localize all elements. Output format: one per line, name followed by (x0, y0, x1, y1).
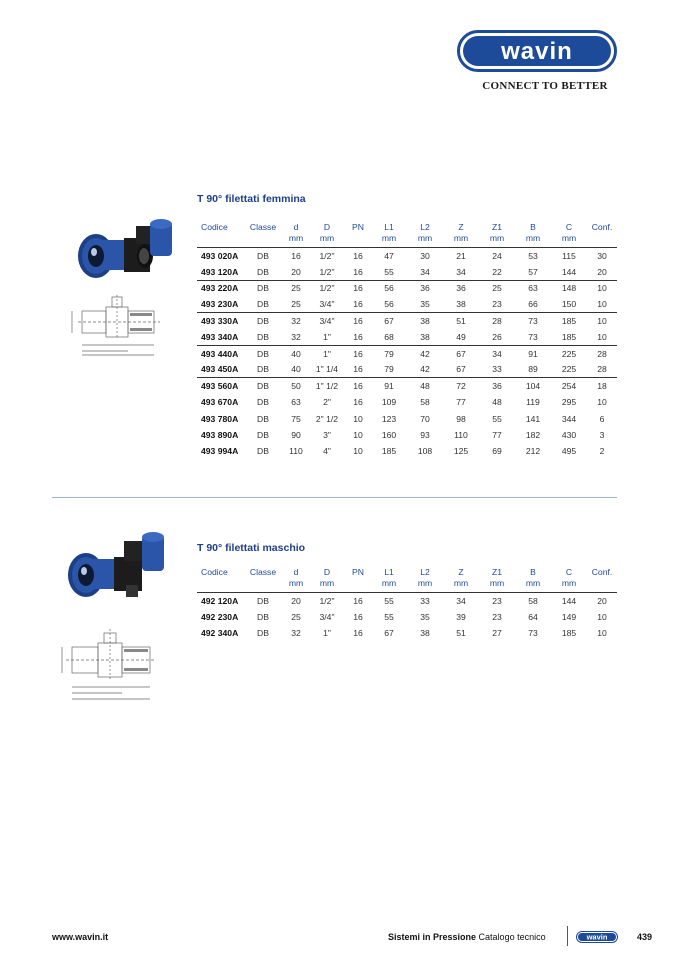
table-cell: 38 (407, 329, 443, 345)
col-unit: mm (309, 578, 345, 593)
table-cell: 50 (291, 381, 301, 392)
col-header: d (293, 222, 299, 232)
table-row (197, 248, 617, 264)
product-code: 493 220A (201, 283, 239, 294)
table-cell: 10 (597, 316, 607, 327)
table-cell: 1" (323, 628, 331, 639)
table-cell: 10 (597, 283, 607, 294)
table-cell: 24 (492, 250, 502, 261)
table-cell: DB (257, 413, 269, 424)
table-cell: 28 (492, 316, 502, 327)
table-cell: 67 (456, 348, 466, 359)
table-cell: DB (257, 316, 269, 327)
page-number: 439 (637, 932, 653, 942)
table-row (197, 443, 617, 459)
table-cell: 25 (283, 296, 309, 312)
table-cell: 98 (456, 413, 466, 424)
table-femmina (197, 222, 617, 459)
table-cell: 25 (492, 283, 502, 294)
table-cell: 16 (353, 250, 363, 261)
product-code: 493 230A (197, 296, 243, 312)
product-code: 493 780A (201, 413, 239, 424)
table-cell: 495 (561, 446, 577, 457)
table-cell: 42 (420, 348, 430, 359)
col-header: C (565, 222, 573, 232)
table-row (197, 313, 617, 329)
table-cell: 22 (479, 264, 515, 280)
footer-separator (567, 926, 568, 946)
table-row (197, 593, 617, 609)
col-unit: mm (283, 578, 309, 593)
table-cell: 119 (526, 397, 540, 408)
col-header: d (293, 567, 299, 577)
table-cell: 33 (479, 362, 515, 378)
table-cell: 16 (353, 381, 363, 392)
table-cell: 20 (283, 264, 309, 280)
table-cell: 148 (561, 283, 577, 294)
table-header-row (197, 567, 617, 578)
product-code: 493 020A (201, 250, 239, 261)
table-cell: 125 (453, 446, 469, 457)
col-header: D (323, 567, 331, 577)
table-cell: 23 (492, 611, 502, 622)
table-cell: DB (257, 348, 269, 359)
svg-text:wavin: wavin (586, 932, 608, 942)
product-code: 493 994A (201, 446, 239, 457)
table-cell: 67 (384, 316, 394, 327)
col-header: Conf. (591, 222, 613, 232)
table-cell: DB (257, 628, 269, 639)
table-cell: DB (243, 329, 283, 345)
table-cell: 344 (561, 413, 577, 424)
col-unit (587, 578, 617, 593)
table-cell: 10 (597, 397, 607, 408)
table-cell: 16 (353, 611, 363, 622)
table-cell: 16 (353, 348, 363, 359)
section-divider (52, 497, 617, 498)
table-cell: 93 (420, 429, 430, 440)
table-cell: 35 (420, 611, 430, 622)
table-cell: DB (257, 611, 269, 622)
table-cell: 38 (443, 296, 479, 312)
tagline: CONNECT TO BETTER (482, 80, 608, 92)
table-cell: 144 (551, 264, 587, 280)
table-cell: 149 (561, 611, 577, 622)
table-cell: 32 (291, 628, 301, 639)
table-row (197, 625, 617, 641)
table-cell: 34 (407, 264, 443, 280)
table-cell: 66 (515, 296, 551, 312)
table-row (197, 410, 617, 426)
product-code: 492 120A (201, 595, 239, 606)
table-cell: 75 (291, 413, 301, 424)
table-cell: 32 (283, 329, 309, 345)
table-cell: 34 (443, 264, 479, 280)
table-cell: 225 (561, 348, 577, 359)
table-cell: DB (257, 446, 269, 457)
table-cell: 73 (515, 329, 551, 345)
table-cell: 430 (561, 429, 577, 440)
table-cell: 77 (456, 397, 466, 408)
col-unit: mm (283, 233, 309, 248)
table-cell: 141 (525, 413, 541, 424)
table-cell: 115 (562, 250, 576, 261)
table-cell: 38 (420, 316, 430, 327)
table-cell: 51 (456, 628, 466, 639)
col-header: C (565, 567, 573, 577)
product-code: 493 450A (197, 362, 243, 378)
table-cell: 56 (384, 283, 394, 294)
table-cell: 36 (456, 283, 466, 294)
table-cell: 1" (323, 348, 331, 359)
table-cell: DB (257, 381, 269, 392)
product-code: 493 340A (197, 329, 243, 345)
table-body (197, 593, 617, 642)
table-cell: 56 (371, 296, 407, 312)
table-cell: 63 (528, 283, 538, 294)
table-cell: 10 (353, 413, 363, 424)
table-cell: 49 (443, 329, 479, 345)
table-cell: 70 (420, 413, 430, 424)
product-code: 493 120A (197, 264, 243, 280)
table-cell: 35 (407, 296, 443, 312)
table-cell: 20 (291, 595, 301, 606)
col-header: Z (458, 567, 464, 577)
table-cell: 1/2" (319, 283, 335, 294)
table-cell: 63 (291, 397, 301, 408)
table-row (197, 394, 617, 410)
table-cell: 57 (515, 264, 551, 280)
table-cell: 16 (353, 316, 363, 327)
table-cell: 295 (561, 397, 577, 408)
table-cell: 42 (407, 362, 443, 378)
table-cell: DB (257, 283, 269, 294)
table-cell: 16 (345, 362, 371, 378)
col-unit: mm (443, 233, 479, 248)
product-code: 492 340A (201, 628, 239, 639)
table-cell: 110 (454, 429, 468, 440)
table-cell: 10 (353, 429, 363, 440)
product-code: 493 890A (201, 429, 239, 440)
wavin-logo (457, 30, 617, 72)
product-photo-maschio-icon (60, 527, 175, 601)
table-row (197, 296, 617, 312)
col-header: Z1 (491, 567, 503, 577)
table-cell: 34 (492, 348, 502, 359)
table-cell: 10 (597, 628, 607, 639)
table-cell: 64 (528, 611, 538, 622)
table-cell: 67 (443, 362, 479, 378)
table-cell: 36 (420, 283, 430, 294)
table-cell: 1" 1/2 (315, 381, 339, 392)
table-cell: 3 (599, 429, 605, 440)
technical-drawing-maschio-icon (56, 627, 174, 703)
table-cell: 23 (492, 595, 502, 606)
table-cell: 16 (353, 628, 363, 639)
table-cell: 40 (283, 362, 309, 378)
col-header: L2 (420, 567, 430, 577)
table-cell: 185 (561, 316, 577, 327)
table-cell: 89 (515, 362, 551, 378)
table-cell: 48 (420, 381, 430, 392)
table-units-row (197, 578, 617, 593)
table-cell: 38 (420, 628, 430, 639)
table-cell: 30 (420, 250, 430, 261)
table-cell: 104 (525, 381, 541, 392)
col-unit: mm (551, 233, 587, 248)
table-cell: DB (243, 296, 283, 312)
table-cell: 16 (353, 397, 363, 408)
product-code: 493 440A (201, 348, 239, 359)
table-cell: 25 (291, 283, 301, 294)
table-cell: 3/4" (319, 611, 335, 622)
table-row (197, 362, 617, 378)
table-cell: 2 (599, 446, 605, 457)
table-cell: DB (257, 595, 269, 606)
table-cell: DB (257, 397, 269, 408)
table-cell: 79 (371, 362, 407, 378)
table-cell: 6 (599, 413, 605, 424)
table-cell: 20 (587, 264, 617, 280)
table-cell: 72 (456, 381, 466, 392)
col-unit: mm (309, 233, 345, 248)
col-unit (243, 233, 283, 248)
footer-catalog-bold: Sistemi in Pressione (388, 932, 477, 942)
table-cell: 16 (353, 595, 363, 606)
section-title-femmina: T 90° filettati femmina (197, 193, 306, 205)
table-cell: 55 (384, 595, 394, 606)
table-cell: 4" (323, 446, 331, 457)
table-cell: 91 (528, 348, 538, 359)
col-unit: mm (479, 233, 515, 248)
table-cell: 1/2" (319, 250, 335, 261)
table-cell: DB (243, 362, 283, 378)
table-cell: 30 (597, 250, 607, 261)
table-cell: 23 (479, 296, 515, 312)
col-header: Classe (249, 222, 277, 232)
table-cell: 160 (381, 429, 397, 440)
col-header: B (530, 222, 536, 232)
product-code: 493 670A (201, 397, 239, 408)
table-cell: 16 (353, 283, 363, 294)
table-row (197, 264, 617, 280)
table-body (197, 248, 617, 460)
table-cell: 58 (528, 595, 538, 606)
col-unit: mm (515, 578, 551, 593)
col-header: PN (352, 222, 364, 232)
table-cell: 73 (528, 316, 538, 327)
table-cell: 182 (525, 429, 541, 440)
col-header: Classe (249, 567, 277, 577)
table-cell: 108 (417, 446, 433, 457)
table-cell: 36 (492, 381, 502, 392)
footer-catalog (388, 932, 546, 942)
table-cell: 79 (384, 348, 394, 359)
col-header: Z (458, 222, 464, 232)
table-cell: 48 (492, 397, 502, 408)
col-unit: mm (551, 578, 587, 593)
table-cell: 69 (492, 446, 502, 457)
table-cell: 144 (561, 595, 577, 606)
technical-drawing-femmina-icon (68, 293, 178, 359)
col-header: Z1 (491, 222, 503, 232)
table-cell: 77 (492, 429, 502, 440)
table-row (197, 378, 617, 394)
table-cell: 47 (384, 250, 394, 261)
table-row (197, 609, 617, 625)
table-cell: 20 (597, 595, 607, 606)
col-header: Codice (201, 567, 228, 577)
col-header: L1 (384, 567, 394, 577)
table-cell: 3" (323, 429, 331, 440)
table-cell: 34 (456, 595, 466, 606)
table-cell: 10 (597, 611, 607, 622)
table-cell: 33 (420, 595, 430, 606)
table-cell: 55 (492, 413, 502, 424)
table-cell: 254 (561, 381, 577, 392)
col-unit: mm (515, 233, 551, 248)
table-cell: 28 (587, 362, 617, 378)
table-cell: 1/2" (319, 595, 335, 606)
table-cell: 25 (291, 611, 301, 622)
table-row (197, 345, 617, 361)
table-cell: 16 (345, 329, 371, 345)
col-header: L2 (420, 222, 430, 232)
footer-catalog-rest: Catalogo tecnico (476, 932, 546, 942)
col-unit: mm (407, 233, 443, 248)
product-code: 492 230A (201, 611, 239, 622)
table-cell: 58 (420, 397, 430, 408)
col-unit: mm (371, 578, 407, 593)
table-cell: 16 (345, 296, 371, 312)
table-units-row (197, 233, 617, 248)
product-code: 493 330A (201, 316, 239, 327)
table-cell: 1/2" (309, 264, 345, 280)
table-cell: 32 (291, 316, 301, 327)
table-cell: 2" 1/2 (315, 413, 339, 424)
table-cell: 51 (456, 316, 466, 327)
table-cell: 150 (551, 296, 587, 312)
table-row (197, 427, 617, 443)
col-unit (587, 233, 617, 248)
table-cell: 91 (384, 381, 394, 392)
table-cell: 68 (371, 329, 407, 345)
table-cell: 110 (289, 446, 303, 457)
table-cell: 123 (381, 413, 397, 424)
col-unit: mm (371, 233, 407, 248)
svg-text:wavin: wavin (501, 38, 573, 65)
footer-wavin-logo (576, 931, 618, 943)
table-cell: 185 (551, 329, 587, 345)
col-header: Conf. (591, 567, 613, 577)
table-cell: 2" (323, 397, 331, 408)
table-cell: 67 (384, 628, 394, 639)
table-row (197, 329, 617, 345)
footer-url[interactable]: www.wavin.it (52, 932, 109, 942)
table-cell: 10 (353, 446, 363, 457)
table-cell: 16 (291, 250, 301, 261)
table-cell: 55 (371, 264, 407, 280)
table-cell: 90 (291, 429, 301, 440)
table-cell: 1" 1/4 (309, 362, 345, 378)
col-unit: mm (479, 578, 515, 593)
col-unit (197, 578, 243, 593)
table-cell: 185 (381, 446, 397, 457)
table-cell: 185 (561, 628, 577, 639)
table-cell: DB (243, 264, 283, 280)
col-header: L1 (384, 222, 394, 232)
table-row (197, 280, 617, 296)
col-unit (345, 578, 371, 593)
table-cell: 28 (597, 348, 607, 359)
col-header: PN (352, 567, 364, 577)
col-unit: mm (443, 578, 479, 593)
col-unit: mm (407, 578, 443, 593)
col-header: D (323, 222, 331, 232)
table-cell: 3/4" (309, 296, 345, 312)
table-cell: 26 (479, 329, 515, 345)
table-cell: DB (257, 250, 269, 261)
col-unit (345, 233, 371, 248)
table-cell: DB (257, 429, 269, 440)
table-cell: 3/4" (319, 316, 335, 327)
table-cell: 18 (597, 381, 607, 392)
product-photo-femmina-icon (70, 212, 180, 282)
table-cell: 10 (587, 296, 617, 312)
table-cell: 212 (525, 446, 541, 457)
col-header: B (530, 567, 536, 577)
table-cell: 225 (551, 362, 587, 378)
table-cell: 21 (456, 250, 466, 261)
table-cell: 27 (492, 628, 502, 639)
table-cell: 73 (528, 628, 538, 639)
table-cell: 53 (528, 250, 538, 261)
product-code: 493 560A (201, 381, 239, 392)
col-unit (197, 233, 243, 248)
table-cell: 1" (309, 329, 345, 345)
col-unit (243, 578, 283, 593)
table-cell: 55 (384, 611, 394, 622)
table-cell: 10 (587, 329, 617, 345)
table-cell: 40 (291, 348, 301, 359)
table-cell: 109 (381, 397, 397, 408)
col-header: Codice (201, 222, 228, 232)
table-header-row (197, 222, 617, 233)
table-cell: 39 (456, 611, 466, 622)
table-cell: 16 (345, 264, 371, 280)
table-maschio (197, 567, 617, 641)
section-title-maschio: T 90° filettati maschio (197, 542, 306, 554)
